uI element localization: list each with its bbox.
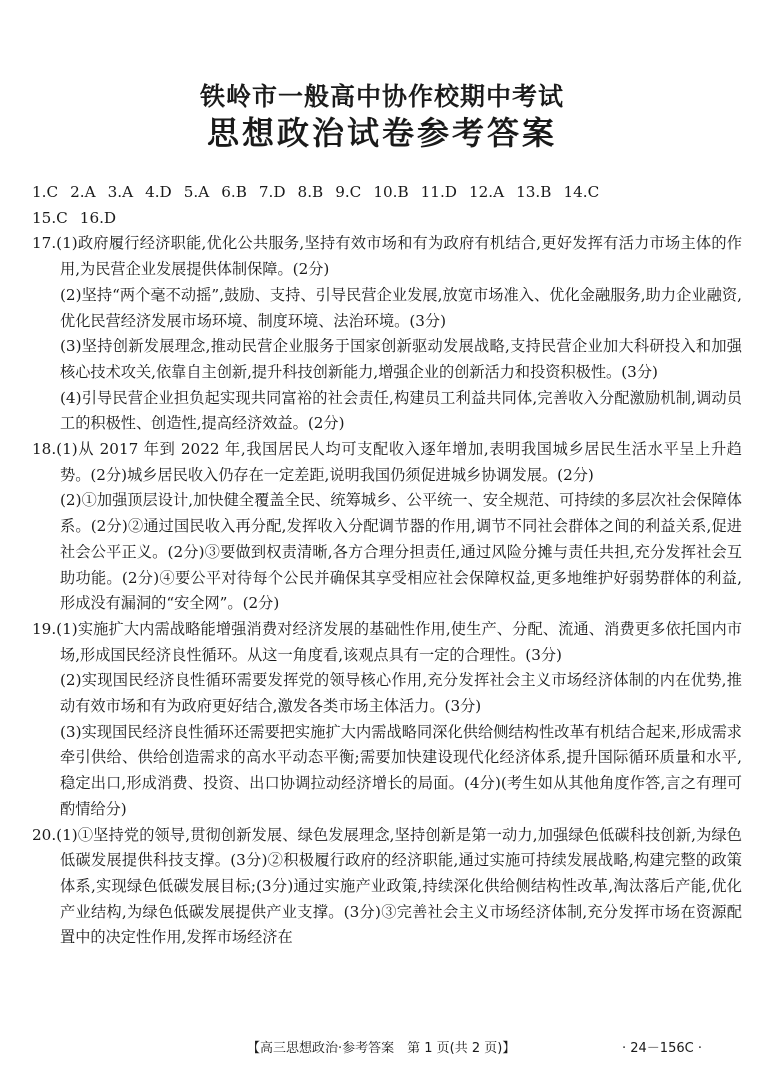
mc-answers-row-2 — [32, 206, 742, 232]
mc-answer: 15.C — [32, 208, 68, 227]
footer-paper-code: · 24－156C · — [622, 1041, 702, 1056]
mc-answer: 8.B — [297, 183, 324, 201]
exam-subtitle: 思想政治试卷参考答案 — [206, 114, 557, 152]
mc-answer: 16.D — [79, 208, 117, 227]
q19-part3: (3)实现国民经济良性循环还需要把实施扩大内需战略同深化供给侧结构性改革有机结合起来,形成需求牵引供给、供给创造需求的高水平动态平衡;需要加快建设现代化经济体系,提升国际循环质量和水平,稳定出口,形成消费、投资、出口协调拉动经济增长的局面。(4分)(考生如从其他角度作答,言之有理可酌情给分) — [60, 722, 742, 818]
footer-page-info: 【高三思想政治·参考答案 第 1 页(共 2 页)】 — [247, 1041, 516, 1056]
q19-part2: (2)实现国民经济良性循环需要发挥党的领导核心作用,充分发挥社会主义市场经济体制的内在优势,推动有效市场和有为政府更好结合,激发各类市场主体活力。(3分) — [60, 671, 742, 716]
q18-part2: (2)①加强顶层设计,加快健全覆盖全民、统筹城乡、公平统一、安全规范、可持续的多层次社会保障体系。(2分)②通过国民收入再分配,发挥收入分配调节器的作用,调节不同社会群体之间的利益关系,促进社会公平正义。(2分)③要做到权责清晰,各方合理分担责任,通过风险分摊与责任共担,充分发挥社会互助功能。(2分)④要公平对待每个公民并确保其享受相应社会保障权益,更多地维护好弱势群体的利益,形成没有漏洞的“安全网”。(2分) — [60, 491, 742, 613]
mc-answer: 6.B — [221, 183, 247, 201]
mc-answer: 14.C — [563, 183, 600, 201]
mc-answer: 10.B — [373, 183, 409, 201]
mc-answer: 3.A — [107, 183, 134, 201]
mc-answer: 13.B — [516, 183, 552, 201]
q17-part3: (3)坚持创新发展理念,推动民营企业服务于国家创新驱动发展战略,支持民营企业加大科研投入和加强核心技术攻关,依靠自主创新,提升科技创新能力,增强企业的创新活力和投资积极性。(3分) — [60, 337, 742, 381]
mc-answer: 5.A — [183, 183, 210, 201]
mc-answer: 7.D — [258, 183, 286, 201]
q17-part1: 17.(1)政府履行经济职能,优化公共服务,坚持有效市场和有为政府有机结合,更好发挥有活力市场主体的作用,为民营企业发展提供体制保障。(2分) — [32, 234, 742, 279]
mc-answer: 9.C — [335, 183, 362, 201]
exam-title: 铁岭市一般高中协作校期中考试 — [199, 82, 564, 111]
q20-part1: 20.(1)①坚持党的领导,贯彻创新发展、绿色发展理念,坚持创新是第一动力,加强绿色低碳科技创新,为绿色低碳发展提供科技支撑。(3分)②积极履行政府的经济职能,通过实施可持续发展战略,构建完整的政策体系,实现绿色低碳发展目标;(3分)通过实施产业政策,持续深化供给侧结构性改革,淘汰落后产能,优化产业结构,为绿色低碳发展提供产业支撑。(3分)③完善社会主义市场经济体制,充分发挥市场在资源配置中的决定性作用,发挥市场经济在 — [32, 825, 742, 947]
mc-answer: 2.A — [70, 183, 96, 201]
q18-part1: 18.(1)从 2017 年到 2022 年,我国居民人均可支配收入逐年增加,表明我国城乡居民生活水平呈上升趋势。(2分)城乡居民收入仍存在一定差距,说明我国仍须促进城乡协调发展。(2分) — [32, 440, 742, 484]
q17-part4: (4)引导民营企业担负起实现共同富裕的社会责任,构建员工利益共同体,完善收入分配激励机制,调动员工的积极性、创造性,提高经济效益。(2分) — [60, 388, 742, 433]
mc-answer: 12.A — [468, 183, 505, 201]
q19-part1: 19.(1)实施扩大内需战略能增强消费对经济发展的基础性作用,使生产、分配、流通、消费更多依托国内市场,形成国民经济良性循环。从这一角度看,该观点具有一定的合理性。(3分) — [32, 619, 742, 664]
q17-part2: (2)坚持“两个毫不动摇”,鼓励、支持、引导民营企业发展,放宽市场准入、优化金融服务,助力企业融资,优化民营经济发展市场环境、制度环境、法治环境。(3分) — [60, 285, 742, 330]
mc-answer: 11.D — [420, 183, 457, 201]
mc-answer: 1.C — [32, 183, 59, 201]
answer-body — [32, 180, 742, 951]
mc-answer: 4.D — [145, 183, 172, 201]
mc-answers-row-1 — [32, 180, 742, 206]
